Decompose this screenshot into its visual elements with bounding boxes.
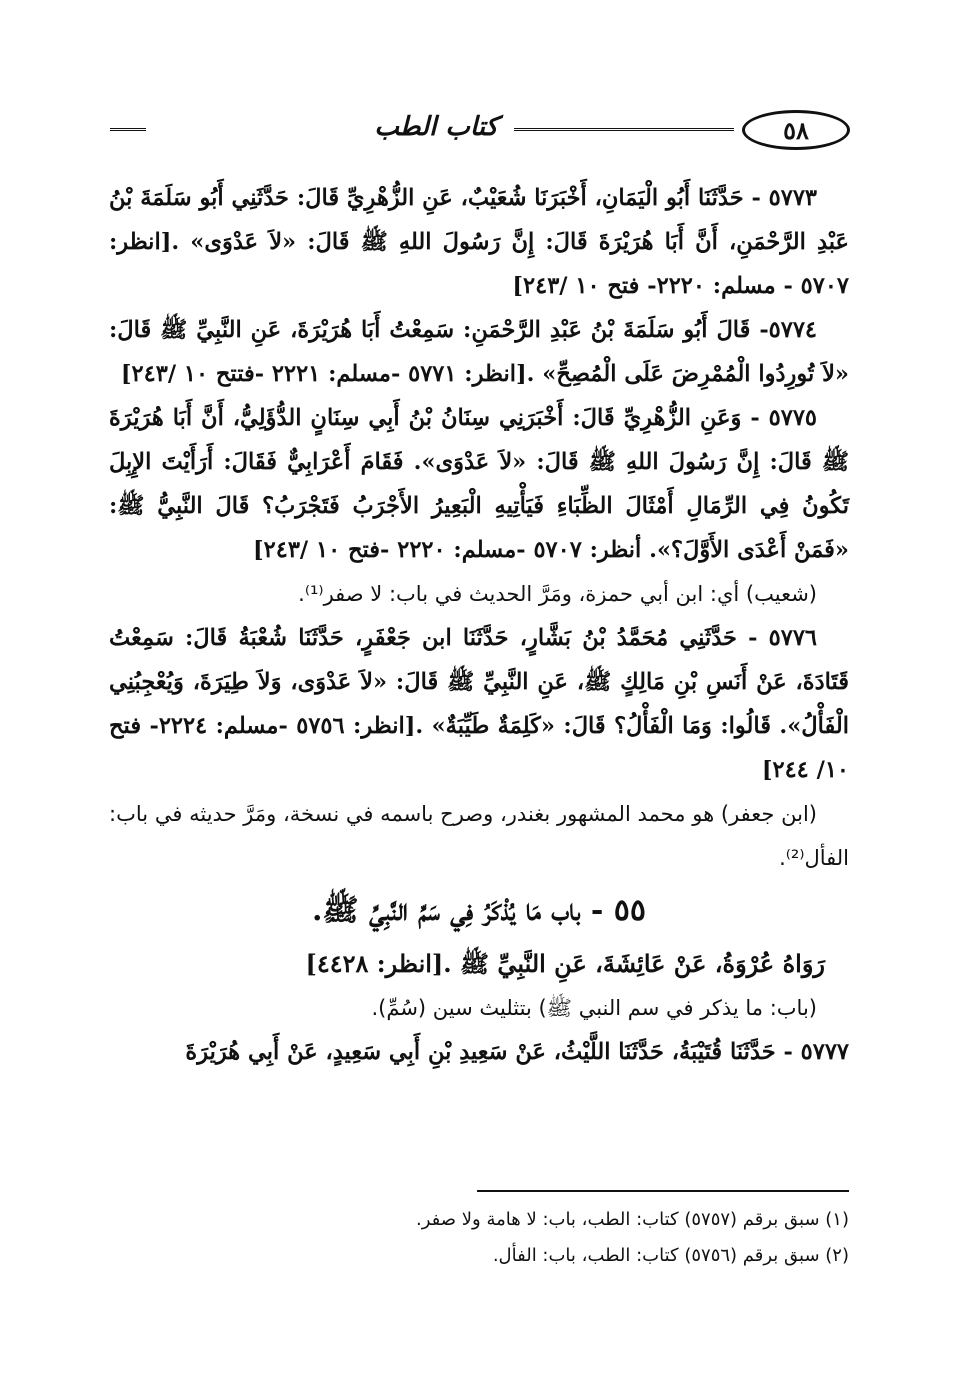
running-header — [110, 108, 850, 156]
hadith-5777: ٥٧٧٧ - حَدَّثَنَا قُتَيْبَةُ، حَدَّثَنَا اللَّيْثُ، عَنْ سَعِيدِ بْنِ أَبِي سَعِيدٍ، عَنْ أَبِي هُرَيْرَةَ — [185, 1039, 849, 1065]
hadith-5773: ٥٧٧٣ - حَدَّثَنَا أَبُو الْيَمَانِ، أَخْبَرَنَا شُعَيْبٌ، عَنِ الزُّهْرِيِّ قَالَ: حَدَّثَنِي أَبُو سَلَمَةَ بْنُ عَبْدِ الرَّحْمَنِ، أَنَّ أَبَا هُرَيْرَةَ قَالَ: إِنَّ رَسُولَ اللهِ ﷺ قَالَ: «لاَ عَدْوَى» .[انظر: ٥٧٠٧ - مسلم: ٢٢٢٠- فتح ١٠ /٢٤٣] — [109, 185, 849, 299]
footnote-2: (٢) سبق برقم (٥٧٥٦) كتاب: الطب، باب: الفأل. — [492, 1245, 849, 1266]
hadith-5776: ٥٧٧٦ - حَدَّثَنِي مُحَمَّدُ بْنُ بَشَّارٍ، حَدَّثَنَا ابن جَعْفَرٍ، حَدَّثَنَا شُعْبَةُ قَالَ: سَمِعْتُ قَتَادَةَ، عَنْ أَنَسِ بْنِ مَالِكٍ ﷺ، عَنِ النَّبِيِّ ﷺ قَالَ: «لاَ عَدْوَى، وَلاَ طِيَرَةَ، وَيُعْجِبُنِي الْفَأْلُ». قَالُوا: وَمَا الْفَأْلُ؟ قَالَ: «كَلِمَةٌ طَيِّبَةٌ» .[انظر: ٥٧٥٦ -مسلم: ٢٢٢٤- فتح ١٠/ ٢٤٤] — [109, 625, 850, 783]
chapter-riwaya: رَوَاهُ عُرْوَةُ، عَنْ عَائِشَةَ، عَنِ النَّبِيِّ ﷺ .[انظر: ٤٤٢٨] — [305, 949, 825, 978]
header-rule — [514, 128, 734, 131]
commentary-shuayb: (شعيب) أي: ابن أبي حمزة، ومَرَّ الحديث في باب: لا صفر⁽¹⁾. — [298, 582, 817, 606]
footnote-1: (١) سبق برقم (٥٧٥٧) كتاب: الطب، باب: لا هامة ولا صفر. — [416, 1209, 849, 1230]
footnotes — [109, 1202, 849, 1274]
chapter-explanation: (باب: ما يذكر في سم النبي ﷺ) بتثليث سين (سُمِّ). — [371, 996, 817, 1020]
commentary-ibn-jafar: (ابن جعفر) هو محمد المشهور بغندر، وصرح باسمه في نسخة، ومَرَّ حديثه في باب: الفأل⁽²⁾. — [109, 802, 849, 870]
main-text — [109, 176, 849, 1074]
hadith-5774: ٥٧٧٤- قَالَ أَبُو سَلَمَةَ بْنُ عَبْدِ الرَّحْمَنِ: سَمِعْتُ أَبَا هُرَيْرَةَ، عَنِ النَّبِيِّ ﷺ قَالَ: «لاَ تُورِدُوا الْمُمْرِضَ عَلَى الْمُصِحِّ» .[انظر: ٥٧٧١ -مسلم: ٢٢٢١ -فتتح ١٠ /٢٤٣] — [109, 317, 849, 387]
hadith-5775: ٥٧٧٥ - وَعَنِ الزُّهْرِيِّ قَالَ: أَخْبَرَنِي سِنَانُ بْنُ أَبِي سِنَانٍ الدُّؤَلِيُّ، أَنَّ أَبَا هُرَيْرَةَ ﷺ قَالَ: إِنَّ رَسُولَ اللهِ ﷺ قَالَ: «لاَ عَدْوَى». فَقَامَ أَعْرَابِيٌّ فَقَالَ: أَرَأَيْتَ الإِبِلَ تَكُونُ فِي الرِّمَالِ أَمْثَالَ الظِّبَاءِ فَيَأْتِيهِ الْبَعِيرُ الأَجْرَبُ فَتَجْرَبُ؟ قَالَ النَّبِيُّ ﷺ: «فَمَنْ أَعْدَى الأَوَّلَ؟». أنظر: ٥٧٠٧ -مسلم: ٢٢٢٠ -فتح ١٠ /٢٤٣] — [109, 405, 849, 563]
footnote-separator — [477, 1190, 849, 1192]
chapter-heading: ٥٥ - باب مَا يُذْكَرُ فِي سَمِّ النَّبِيِّ ﷺ. — [311, 893, 646, 928]
header-rule-end — [110, 128, 146, 131]
page-number: ٥٨ — [742, 110, 850, 150]
book-title: كتاب الطب — [374, 112, 498, 142]
